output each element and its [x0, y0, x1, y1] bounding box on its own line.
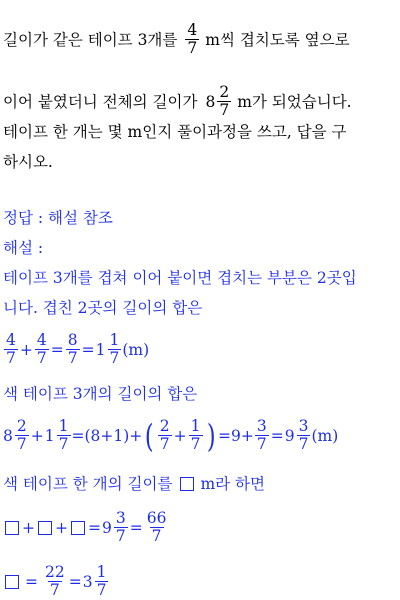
equation-4: = $\frac{22}{7}$ = 3 $\frac{1}{7}$ — [3, 564, 109, 599]
problem-text: 하시오. — [3, 153, 53, 171]
fraction: $\frac{1}{7}$ — [96, 563, 107, 599]
fraction: $\frac{4}{7}$ — [36, 331, 47, 367]
problem-line-3 — [3, 122, 347, 142]
problem-text: m씩 겹치도록 옆으로 — [205, 30, 350, 49]
problem-line-4 — [3, 152, 53, 172]
problem-text: 테이프 한 개는 몇 m인지 풀이과정을 쓰고, 답을 구 — [3, 123, 347, 141]
equation-1: $\frac{4}{7}$ + $\frac{4}{7}$ = $\frac{8}{7}$ = 1 $\frac{1}{7}$ (m) — [6, 331, 150, 367]
problem-text: 이어 붙였더니 전체의 길이가 — [3, 92, 198, 111]
blank-box — [71, 521, 85, 535]
fraction: $\frac{2}{7}$ — [219, 83, 230, 119]
solution-text-2: 니다. 겹친 2곳의 길이의 합은 — [3, 299, 203, 317]
fraction: $\frac{4}{7}$ — [6, 331, 16, 367]
fraction: $\frac{3}{7}$ — [256, 417, 267, 453]
solution-label: 해설 : — [3, 239, 44, 257]
fraction: $\frac{2}{7}$ — [159, 417, 170, 453]
fraction: $\frac{22}{7}$ — [45, 563, 65, 599]
fraction: $\frac{2}{7}$ — [16, 417, 27, 453]
fraction: $\frac{8}{7}$ — [67, 331, 78, 367]
blank-box — [180, 477, 194, 491]
solution-text-1: 테이프 3개를 겹쳐 이어 붙이면 겹치는 부분은 2곳입 — [3, 269, 357, 287]
problem-line-1 — [3, 22, 350, 57]
problem-text: m가 되었습니다. — [237, 92, 352, 111]
fraction: $\frac{3}{7}$ — [115, 509, 126, 545]
solution-text-4: 색 테이프 한 개의 길이를 m라 하면 — [3, 475, 265, 493]
problem-text: 길이가 같은 테이프 3개를 — [3, 30, 178, 49]
blank-box — [5, 521, 19, 535]
problem-line-2: 이어 붙였더니 전체의 길이가 8 $\frac{2}{7}$ m가 되었습니다. — [3, 83, 352, 119]
fraction: $\frac{1}{7}$ — [109, 331, 120, 367]
equation-2: 8 $\frac{2}{7}$ + 1 $\frac{1}{7}$ =(8+1)+ ( $\frac{2}{7}$ + $\frac{1}{7}$ ) =9+ $\frac{3}{7}$ = 9 $\frac{3}{7}$ (m) — [3, 416, 339, 455]
fraction: $\frac{3}{7}$ — [298, 417, 309, 453]
fraction: $\frac{66}{7}$ — [146, 509, 167, 545]
fraction: $\frac{1}{7}$ — [190, 417, 201, 453]
equation-3: + + = 9 $\frac{3}{7}$ = $\frac{66}{7}$ — [3, 510, 169, 545]
fraction: $\frac{4}{7}$ — [187, 21, 198, 57]
blank-box — [5, 575, 19, 589]
fraction: $\frac{1}{7}$ — [58, 417, 69, 453]
solution-text-3: 색 테이프 3개의 길이의 합은 — [3, 385, 198, 403]
answer-line: 정답 : 해설 참조 — [3, 209, 113, 227]
blank-box — [38, 521, 52, 535]
